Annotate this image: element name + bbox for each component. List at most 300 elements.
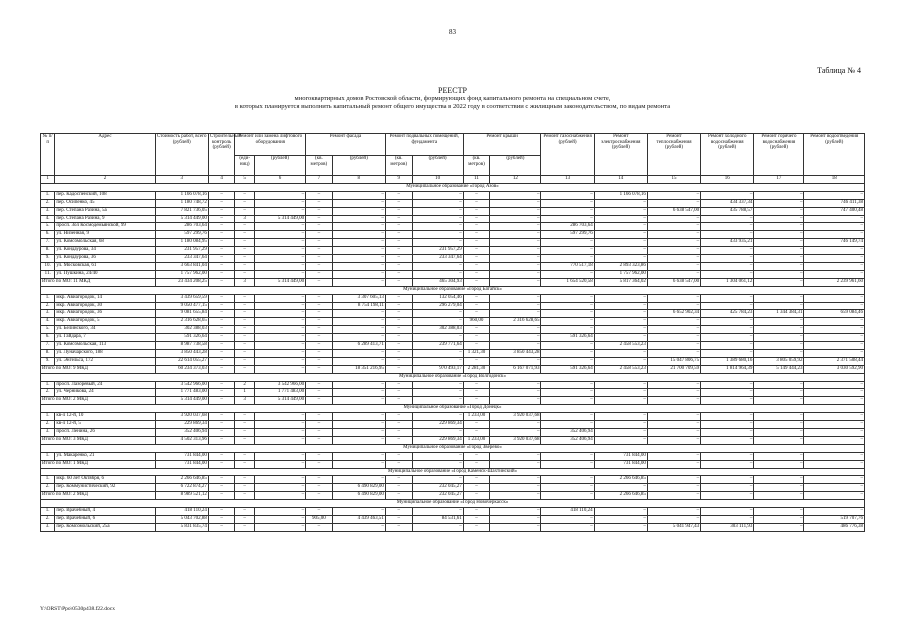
- table-cell: –: [385, 429, 412, 437]
- footer-file-path: Y:\ORST\Ppo\0530p438.f22.docx: [40, 606, 115, 612]
- table-cell: –: [541, 515, 594, 523]
- table-cell: –: [385, 389, 412, 397]
- table-cell: –: [208, 255, 235, 263]
- total-cell: –: [804, 492, 865, 500]
- table-cell: –: [208, 318, 235, 326]
- column-number-cell: 17: [754, 176, 804, 184]
- table-cell: –: [701, 413, 754, 421]
- total-cell: 2 239 961,60: [804, 278, 865, 286]
- table-cell: –: [254, 413, 305, 421]
- total-cell: 229 869,34: [412, 436, 463, 444]
- table-cell: –: [208, 310, 235, 318]
- table-cell: –: [235, 191, 254, 199]
- table-cell: –: [332, 326, 385, 334]
- header-basement: Ремонт подвальных помещений, фундамента: [385, 134, 463, 156]
- table-cell: –: [208, 515, 235, 523]
- total-cell: –: [332, 397, 385, 405]
- total-cell: –: [804, 397, 865, 405]
- table-cell: –: [208, 389, 235, 397]
- table-cell: –: [412, 357, 463, 365]
- table-cell: 3.: [41, 429, 55, 437]
- table-cell: –: [541, 239, 594, 247]
- table-cell: –: [385, 270, 412, 278]
- table-cell: 435 788,57: [701, 207, 754, 215]
- table-cell: –: [754, 429, 804, 437]
- table-cell: –: [463, 207, 490, 215]
- table-header: [41, 134, 865, 176]
- table-cell: –: [385, 334, 412, 342]
- table-cell: –: [332, 255, 385, 263]
- total-cell: –: [385, 492, 412, 500]
- table-cell: –: [490, 508, 541, 516]
- table-cell: –: [541, 247, 594, 255]
- table-cell: –: [254, 262, 305, 270]
- table-cell: –: [385, 381, 412, 389]
- table-cell: –: [594, 239, 647, 247]
- table-cell: –: [594, 381, 647, 389]
- table-cell: –: [306, 476, 333, 484]
- table-cell: –: [594, 318, 647, 326]
- total-cell: –: [647, 397, 700, 405]
- table-cell: 302 388,03: [155, 326, 208, 334]
- title-line-2: многоквартирных домов Ростовской области, формирующих фонд капитального ремонта на специальном счете,: [294, 95, 611, 102]
- table-cell: –: [385, 476, 412, 484]
- table-cell: –: [701, 270, 754, 278]
- table-cell: –: [541, 421, 594, 429]
- table-cell: –: [541, 215, 594, 223]
- table-cell: –: [306, 508, 333, 516]
- municipality-name: Муниципальное образование «Город Волгодонск»: [41, 373, 865, 381]
- table-cell: –: [235, 270, 254, 278]
- table-cell: 5.: [41, 326, 55, 334]
- total-cell: –: [754, 278, 804, 286]
- table-cell: 4 439 463,51: [332, 515, 385, 523]
- table-cell: 3.: [41, 523, 55, 531]
- table-cell: –: [754, 515, 804, 523]
- table-cell: 3 805 059,92: [754, 357, 804, 365]
- table-row: [41, 255, 865, 263]
- table-cell: –: [647, 239, 700, 247]
- table-cell: –: [385, 326, 412, 334]
- table-row: [41, 452, 865, 460]
- table-cell: –: [647, 191, 700, 199]
- header-construction-control: Строительный контроль (рублей): [208, 134, 235, 176]
- table-cell: –: [463, 191, 490, 199]
- table-cell: –: [254, 421, 305, 429]
- table-cell: –: [208, 247, 235, 255]
- table-cell: –: [490, 231, 541, 239]
- table-cell: –: [412, 389, 463, 397]
- table-cell: –: [208, 207, 235, 215]
- table-cell: –: [804, 318, 865, 326]
- table-cell: 1.: [41, 294, 55, 302]
- municipality-row: [41, 405, 865, 413]
- table-cell: –: [463, 294, 490, 302]
- column-number-cell: 9: [385, 176, 412, 184]
- table-cell: 433 935,21: [701, 239, 754, 247]
- total-cell: –: [306, 397, 333, 405]
- total-cell: –: [594, 436, 647, 444]
- table-cell: –: [647, 508, 700, 516]
- table-cell: –: [490, 515, 541, 523]
- total-cell: 591 326,64: [541, 365, 594, 373]
- table-cell: –: [754, 223, 804, 231]
- table-cell: –: [385, 310, 412, 318]
- table-cell: –: [385, 262, 412, 270]
- table-cell: –: [385, 255, 412, 263]
- table-cell: –: [490, 191, 541, 199]
- table-cell: –: [306, 389, 333, 397]
- total-label: Итого по МО: 2 МКД: [41, 492, 156, 500]
- table-cell: 8 754 198,11: [332, 302, 385, 310]
- header-elevator-rub: (рублей): [254, 156, 305, 176]
- address-cell: ул. Комсомольская, 68: [55, 239, 155, 247]
- address-cell: мкр. Авиагородок, 14: [55, 294, 155, 302]
- table-cell: 2 266 646,85: [594, 476, 647, 484]
- table-cell: –: [306, 247, 333, 255]
- total-cell: –: [412, 460, 463, 468]
- table-cell: –: [208, 223, 235, 231]
- table-cell: –: [804, 215, 865, 223]
- table-cell: 9 081 655,84: [155, 310, 208, 318]
- address-cell: ул. Макаренко, 21: [55, 452, 155, 460]
- column-number-cell: 12: [490, 176, 541, 184]
- total-cell: 6 167 071,93: [490, 365, 541, 373]
- table-cell: –: [332, 349, 385, 357]
- table-cell: –: [490, 239, 541, 247]
- table-cell: –: [490, 429, 541, 437]
- table-cell: –: [463, 484, 490, 492]
- table-cell: –: [254, 523, 305, 531]
- table-cell: –: [463, 255, 490, 263]
- total-cell: 232 045,27: [412, 492, 463, 500]
- total-cell: 1 233,00: [463, 436, 490, 444]
- table-cell: –: [254, 294, 305, 302]
- table-cell: 5.: [41, 223, 55, 231]
- table-cell: –: [306, 262, 333, 270]
- total-label: Итого по МО: 9 МКД: [41, 365, 156, 373]
- table-cell: –: [647, 318, 700, 326]
- table-cell: –: [594, 357, 647, 365]
- table-cell: –: [647, 515, 700, 523]
- address-cell: пер. Осипенко, 45: [55, 199, 155, 207]
- table-cell: –: [463, 231, 490, 239]
- table-cell: –: [594, 349, 647, 357]
- table-cell: –: [754, 334, 804, 342]
- header-sewer: Ремонт водоотведения (рублей): [804, 134, 865, 176]
- table-cell: –: [385, 349, 412, 357]
- total-cell: –: [385, 397, 412, 405]
- table-cell: –: [235, 452, 254, 460]
- total-cell: –: [541, 460, 594, 468]
- header-roof: Ремонт крыши: [463, 134, 541, 156]
- table-cell: –: [332, 421, 385, 429]
- municipality-row: [41, 444, 865, 452]
- table-body: [41, 176, 865, 532]
- table-cell: –: [804, 342, 865, 350]
- table-cell: 1.: [41, 452, 55, 460]
- total-cell: –: [235, 365, 254, 373]
- total-cell: 5 149 444,23: [754, 365, 804, 373]
- table-cell: –: [541, 381, 594, 389]
- table-cell: –: [235, 262, 254, 270]
- table-cell: –: [490, 294, 541, 302]
- table-cell: –: [332, 262, 385, 270]
- table-cell: –: [306, 429, 333, 437]
- table-cell: 1 389 680,16: [701, 357, 754, 365]
- table-cell: 352 406,94: [541, 429, 594, 437]
- table-cell: –: [594, 508, 647, 516]
- table-cell: –: [332, 389, 385, 397]
- column-number-cell: 13: [541, 176, 594, 184]
- total-cell: 8 989 521,12: [155, 492, 208, 500]
- table-cell: –: [754, 239, 804, 247]
- table-cell: 352 406,94: [155, 429, 208, 437]
- total-cell: –: [754, 460, 804, 468]
- table-cell: –: [463, 476, 490, 484]
- table-cell: –: [647, 294, 700, 302]
- table-cell: –: [647, 484, 700, 492]
- table-cell: 6 638 547,00: [647, 207, 700, 215]
- header-electric: Ремонт электроснабжения (рублей): [594, 134, 647, 176]
- table-cell: –: [647, 389, 700, 397]
- table-cell: –: [235, 294, 254, 302]
- table-cell: –: [647, 476, 700, 484]
- table-row: [41, 223, 865, 231]
- total-cell: 970 493,17: [412, 365, 463, 373]
- total-cell: 2 281,30: [463, 365, 490, 373]
- table-cell: –: [412, 199, 463, 207]
- table-cell: –: [754, 270, 804, 278]
- table-cell: –: [754, 452, 804, 460]
- table-cell: –: [235, 310, 254, 318]
- table-cell: 3 542 966,00: [155, 381, 208, 389]
- table-cell: –: [208, 262, 235, 270]
- address-cell: ул. Пушкина, 24/40: [55, 270, 155, 278]
- table-cell: –: [754, 421, 804, 429]
- table-cell: –: [594, 310, 647, 318]
- total-cell: 18 351 216,95: [332, 365, 385, 373]
- municipality-name: Муниципальное образование «Город Батайск»: [41, 286, 865, 294]
- table-cell: 746 411,38: [804, 199, 865, 207]
- table-cell: –: [254, 318, 305, 326]
- table-row: [41, 523, 865, 531]
- table-cell: –: [754, 231, 804, 239]
- table-cell: –: [208, 294, 235, 302]
- address-cell: ул. Низенная, 9: [55, 231, 155, 239]
- total-cell: 4 502 313,96: [155, 436, 208, 444]
- address-cell: мкр. 60 лет Октября, 6: [55, 476, 155, 484]
- table-cell: –: [385, 508, 412, 516]
- table-cell: –: [332, 508, 385, 516]
- header-roof-sqm: (кв. метров): [463, 156, 490, 176]
- table-cell: –: [701, 476, 754, 484]
- total-cell: 6 638 547,00: [647, 278, 700, 286]
- table-cell: –: [385, 215, 412, 223]
- table-cell: –: [254, 326, 305, 334]
- table-cell: –: [385, 421, 412, 429]
- table-cell: –: [385, 357, 412, 365]
- table-cell: –: [804, 270, 865, 278]
- table-cell: 746 149,74: [804, 239, 865, 247]
- table-cell: –: [254, 334, 305, 342]
- table-cell: –: [754, 326, 804, 334]
- address-cell: пер. Врачебный, 6: [55, 515, 155, 523]
- table-cell: 1 180 748,72: [155, 199, 208, 207]
- total-cell: –: [647, 492, 700, 500]
- total-cell: –: [541, 397, 594, 405]
- table-cell: –: [647, 421, 700, 429]
- table-cell: 591 326,64: [155, 334, 208, 342]
- table-cell: –: [235, 508, 254, 516]
- table-cell: –: [463, 302, 490, 310]
- table-row: [41, 421, 865, 429]
- table-cell: –: [254, 508, 305, 516]
- total-cell: –: [754, 397, 804, 405]
- table-cell: –: [412, 223, 463, 231]
- table-cell: –: [208, 421, 235, 429]
- table-cell: –: [332, 207, 385, 215]
- table-row: [41, 429, 865, 437]
- table-cell: –: [541, 326, 594, 334]
- table-row: [41, 215, 865, 223]
- table-cell: 233 347,64: [412, 255, 463, 263]
- table-cell: 3 542 966,00: [254, 381, 305, 389]
- table-cell: –: [306, 310, 333, 318]
- table-cell: –: [754, 389, 804, 397]
- header-facade-sqm: (кв. метров): [306, 156, 333, 176]
- table-cell: –: [463, 389, 490, 397]
- title-line-3: в которых планируется выполнить капитальный ремонт общего имущества в 2022 году в соответствии с жилищным законодательством, по видам ремонта: [234, 103, 671, 110]
- table-cell: –: [208, 429, 235, 437]
- page-number: 83: [449, 28, 456, 36]
- address-cell: пер. Степана Разина, 9: [55, 215, 155, 223]
- table-cell: 2.: [41, 389, 55, 397]
- table-cell: –: [754, 294, 804, 302]
- table-cell: –: [701, 389, 754, 397]
- total-cell: 1 654 520,58: [541, 278, 594, 286]
- table-cell: 231 957,29: [412, 247, 463, 255]
- table-cell: –: [385, 515, 412, 523]
- address-cell: кв-л 12-й, 5: [55, 421, 155, 429]
- column-number-cell: 11: [463, 176, 490, 184]
- table-cell: 2 893 323,86: [594, 262, 647, 270]
- table-cell: –: [306, 413, 333, 421]
- table-cell: 1.: [41, 413, 55, 421]
- table-cell: –: [594, 429, 647, 437]
- table-cell: –: [804, 223, 865, 231]
- table-cell: –: [541, 255, 594, 263]
- table-cell: –: [701, 318, 754, 326]
- table-cell: 9.: [41, 255, 55, 263]
- table-cell: –: [804, 476, 865, 484]
- municipality-name: Муниципальное образование «Город Донецк»: [41, 405, 865, 413]
- table-cell: –: [541, 452, 594, 460]
- table-cell: –: [235, 413, 254, 421]
- table-cell: –: [208, 508, 235, 516]
- total-cell: 731 844,00: [594, 460, 647, 468]
- table-cell: 4.: [41, 215, 55, 223]
- table-cell: –: [332, 231, 385, 239]
- total-row: [41, 436, 865, 444]
- total-cell: –: [754, 492, 804, 500]
- total-cell: –: [306, 492, 333, 500]
- table-cell: 905,00: [306, 515, 333, 523]
- table-cell: –: [385, 239, 412, 247]
- table-cell: 731 844,00: [594, 452, 647, 460]
- table-cell: –: [254, 255, 305, 263]
- table-cell: –: [306, 318, 333, 326]
- total-cell: –: [208, 365, 235, 373]
- total-cell: 23 434 208,25: [155, 278, 208, 286]
- table-cell: –: [412, 508, 463, 516]
- table-cell: –: [463, 381, 490, 389]
- municipality-row: [41, 468, 865, 476]
- table-cell: 8.: [41, 349, 55, 357]
- table-cell: –: [235, 476, 254, 484]
- table-cell: –: [254, 239, 305, 247]
- table-cell: 3 439 659,59: [155, 294, 208, 302]
- municipality-row: [41, 183, 865, 191]
- table-cell: –: [701, 334, 754, 342]
- table-cell: –: [804, 294, 865, 302]
- table-cell: –: [306, 255, 333, 263]
- table-cell: –: [412, 262, 463, 270]
- table-cell: –: [490, 452, 541, 460]
- table-cell: 15 047 806,75: [647, 357, 700, 365]
- table-cell: –: [594, 326, 647, 334]
- table-cell: –: [385, 484, 412, 492]
- table-cell: –: [754, 255, 804, 263]
- table-cell: 425 784,23: [701, 310, 754, 318]
- table-cell: –: [208, 334, 235, 342]
- table-cell: –: [490, 334, 541, 342]
- total-row: [41, 278, 865, 286]
- table-cell: 6.: [41, 231, 55, 239]
- table-cell: –: [804, 262, 865, 270]
- header-roof-rub: (рублей): [490, 156, 541, 176]
- table-cell: –: [306, 421, 333, 429]
- table-cell: –: [306, 326, 333, 334]
- total-cell: 21 700 709,59: [647, 365, 700, 373]
- table-cell: 597 299,76: [155, 231, 208, 239]
- table-cell: –: [647, 215, 700, 223]
- table-cell: –: [412, 334, 463, 342]
- table-cell: –: [541, 191, 594, 199]
- table-cell: –: [254, 199, 305, 207]
- table-cell: –: [647, 381, 700, 389]
- header-facade: Ремонт фасада: [306, 134, 386, 156]
- table-cell: –: [412, 318, 463, 326]
- column-number-row: [41, 176, 865, 184]
- table-cell: –: [647, 262, 700, 270]
- table-cell: –: [208, 349, 235, 357]
- table-cell: –: [754, 302, 804, 310]
- table-cell: 239 771,64: [412, 342, 463, 350]
- table-cell: –: [254, 191, 305, 199]
- table-cell: –: [463, 199, 490, 207]
- total-cell: 5 314 449,00: [254, 397, 305, 405]
- table-cell: –: [306, 349, 333, 357]
- table-cell: –: [254, 223, 305, 231]
- table-cell: 418 110,24: [155, 508, 208, 516]
- table-cell: –: [235, 318, 254, 326]
- column-number-cell: 16: [701, 176, 754, 184]
- table-cell: 7 821 736,05: [155, 207, 208, 215]
- table-cell: –: [754, 199, 804, 207]
- table-cell: –: [541, 310, 594, 318]
- table-cell: –: [754, 523, 804, 531]
